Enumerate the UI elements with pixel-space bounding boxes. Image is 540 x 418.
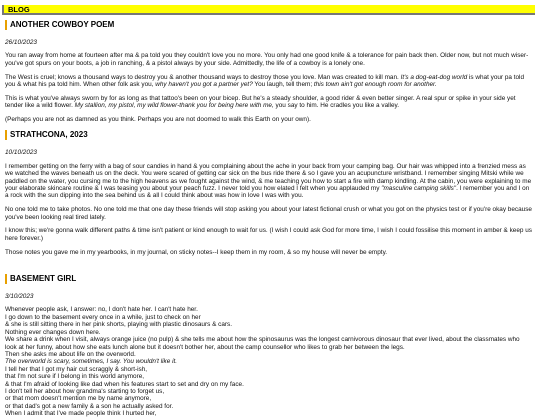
post-title[interactable]: ANOTHER COWBOY POEM xyxy=(5,20,532,30)
post-date: 26/10/2023 xyxy=(5,39,37,46)
poem-line: Nothing ever changes down here. xyxy=(5,328,101,336)
poem-line: & that I'm afraid of looking like dad when his features start to set and dry on my face. xyxy=(5,380,244,388)
post-title[interactable]: BASEMENT GIRL xyxy=(5,274,532,284)
poem-line: We share a drink when I visit, always orange juice (no pulp) & she tells me about how the spinosaurus was the longest carnivorous dinosaur that ever lived, about the classmates who look at her funny, about how she eats lunch alone but it doesn't bother her, about the camp counsellor who likes to grab her between the legs. xyxy=(5,336,520,351)
poem-line: or that mom doesn't mention me by name anymore, xyxy=(5,395,152,403)
post-paragraph: I know this; we're gonna walk different paths & time isn't patient or kind enough to wait for us. (I wish I could ask God for more time, I wish I could fossilise this moment in amber & keep us here forever.) xyxy=(5,227,532,242)
poem-line: that I'm not sure if I belong in this world anymore, xyxy=(5,373,145,381)
blog-header-label: BLOG xyxy=(8,5,30,14)
poem-body xyxy=(5,306,532,417)
post-another-cowboy-poem xyxy=(5,20,532,123)
post-paragraph: Those notes you gave me in my yearbooks, in my journal, on sticky notes--I keep them in my room, & so my house will never be empty. xyxy=(5,248,388,256)
poem-line: When I admit that I've made people think I hurted her, xyxy=(5,410,157,418)
post-title[interactable]: STRATHCONA, 2023 xyxy=(5,130,532,140)
post-strathcona-2023 xyxy=(5,130,532,256)
poem-line: I don't tell her about how grandma's starting to forget us, xyxy=(5,387,165,395)
post-date: 3/10/2023 xyxy=(5,293,34,301)
poem-line: or that dad's got a new family & a son he actually asked for. xyxy=(5,402,174,410)
post-paragraph: You ran away from home at fourteen after ma & pa told you they couldn't love you no more. You only had one good knife & a tolerance for pain back then. Older now, but not much wiser- you've got spurs on your boots, a job in ranching, & a pistol always by your side. Admittedly, the life of a cowboy is a lonely one. xyxy=(5,52,529,67)
poem-line: I go down to the basement every once in a while, just to check on her xyxy=(5,313,201,321)
poem-line: & she is still sitting there in her pink shorts, playing with plastic dinosaurs & cars. xyxy=(5,321,232,329)
post-date: 10/10/2023 xyxy=(5,149,37,157)
post-paragraph: No one told me to take photos. No one told me that one day these friends will stop asking you about your latest fictional crush or what you got on the physics test or if you're okay because you've been looking real tired lately. xyxy=(5,206,532,221)
post-paragraph: I remember getting on the ferry with a bag of sour candies in hand & you complaining about the ache in your back from your camping bag. Our hair was whipped into a frenzied mess as we watched the waves beneath us on the deck. You were scared of getting car sick on the bus ride there & so I gave you an acupuncture wristband. I remember singing Mitski while we paddled on the water, you cursing me to the high heavens as we fought against the wind, & me teaching you how to start a fire with damp kindling. At the cabin, you were explaining to me your elaborate skincare routine & I was teasing you about your peach fuzz. I never told you how elated I felt when you applauded my "masculine camping skills". I remember you and I on a rock with the sun dipping into the sea behind us & all I could think about was how in love I was with you. xyxy=(5,162,532,200)
poem-line: I tell her that I got my hair cut scraggly & short-ish, xyxy=(5,365,148,373)
post-paragraph: This is what you've always sworn by for as long as that tattoo's been on your bicep. But he's a steady shoulder, a good rider & even better singer. A real spur or spike in your side yet tender like a wild flower. My stallion, my pistol, my wild flower-thank you for being here with me, you say to him. He cradles you like a valley. xyxy=(5,94,516,110)
poem-line: Then she asks me about life on the overworld. xyxy=(5,350,136,358)
post-paragraph: (Perhaps you are not as damned as you think. Perhaps you are not doomed to walk this Earth on your own). xyxy=(5,116,311,124)
post-basement-girl xyxy=(5,274,532,418)
posts-container xyxy=(5,20,532,418)
blog-header-bar xyxy=(2,5,535,15)
poem-line: The overworld is scary, sometimes, I say. You wouldn't like it. xyxy=(5,358,178,366)
poem-line: Whenever people ask, I answer: no, I don't hate her. I can't hate her. xyxy=(5,306,198,314)
post-paragraph: The West is cruel; knows a thousand ways to destroy you & another thousand ways to destroy those you love. Man was created to kill man. It's a dog-eat-dog world is what your pa told you & what his pa told him. When other folk ask you, why haven't you got a partner yet? You laugh, tell them; this town ain't got enough room for another. xyxy=(5,73,525,89)
